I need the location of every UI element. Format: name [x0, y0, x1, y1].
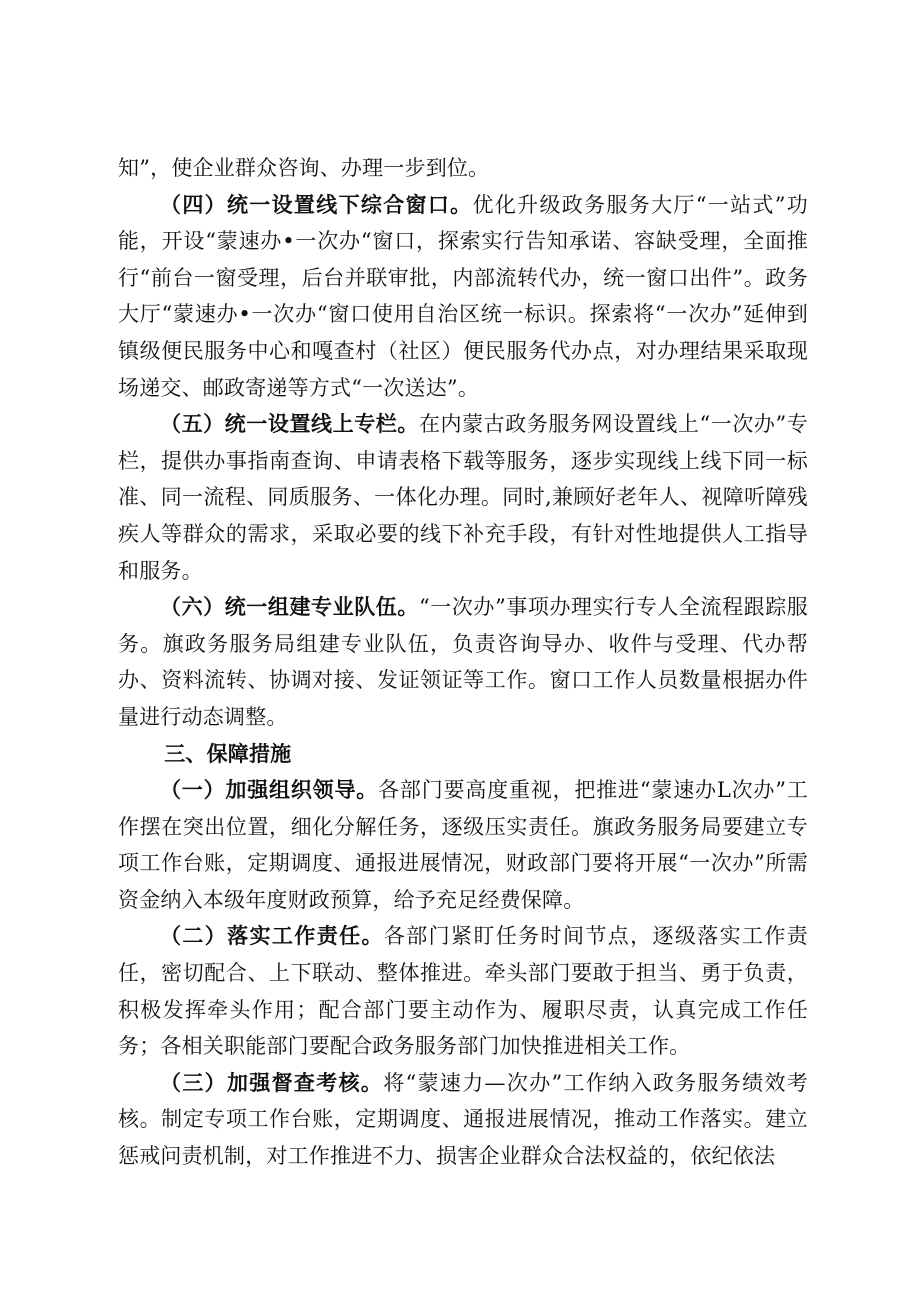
paragraph-body: 知”，使企业群众咨询、办理一步到位。: [118, 156, 490, 180]
paragraph-body: 将“蒙速力—次办”工作纳入政务服务绩效考核。制定专项工作台账，定期调度、通报进展情况，推动工作落实。建立惩戒问责机制，对工作推进不力、损害企业群众合法权益的，依纪依法: [118, 1070, 808, 1169]
section-heading: 三、保障措施: [164, 741, 292, 766]
paragraph-responsibility: [118, 918, 808, 1064]
paragraph-lead: （六）统一组建专业队伍。: [160, 595, 419, 620]
paragraph-lead: （二）落实工作责任。: [160, 924, 384, 949]
paragraph-lead: （四）统一设置线下综合窗口。: [160, 192, 473, 217]
paragraph-body: “一次办”事项办理实行专人全流程跟踪服务。旗政务服务局组建专业队伍，负责咨询导办、收件与受理、代办帮办、资料流转、协调对接、发证领证等工作。窗口工作人员数量根据办件量进行动态调整。: [118, 595, 808, 729]
paragraph-leadership: [118, 772, 808, 918]
paragraph-offline-window: [118, 187, 808, 407]
paragraph-lead: （三）加强督查考核。: [160, 1070, 384, 1095]
paragraph-professional-team: [118, 589, 808, 735]
paragraph-lead: （五）统一设置线上专栏。: [160, 412, 419, 437]
paragraph-lead: （一）加强组织领导。: [160, 778, 379, 803]
paragraph-continuation: [118, 150, 808, 187]
paragraph-body: 各部门紧盯任务时间节点，逐级落实工作责任，密切配合、上下联动、整体推进。牵头部门要敢于担当、勇于负责，积极发挥牵头作用；配合部门要主动作为、履职尽责，认真完成工作任务；各相关职能部门要配合政务服务部门加快推进相关工作。: [118, 924, 808, 1059]
paragraph-body: 各部门要高度重视，把推进“蒙速办L次办”工作摆在突出位置，细化分解任务，逐级压实责任。旗政务服务局要建立专项工作台账，定期调度、通报进展情况，财政部门要将开展“一次办”所需资金纳入本级年度财政预算，给予充足经费保障。: [118, 778, 808, 912]
document-page: [118, 150, 808, 1175]
paragraph-online-column: [118, 406, 808, 589]
paragraph-body: 在内蒙古政务服务网设置线上“一次办”专栏，提供办事指南查询、申请表格下载等服务，逐步实现线上线下同一标准、同一流程、同质服务、一体化办理。同时,兼顾好老年人、视障听障残疾人等群众的需求，采取必要的线下补充手段，有针对性地提供人工指导和服务。: [118, 412, 808, 583]
paragraph-body: 优化升级政务服务大厅“一站式”功能，开设“蒙速办•一次办“窗口，探索实行告知承诺、容缺受理，全面推行“前台一窗受理，后台并联审批，内部流转代办，统一窗口出件”。政务大厅“蒙速办•一次办“窗口使用自治区统一标识。探索将“一次办”延伸到镇级便民服务中心和嘎查村（社区）便民服务代办点，对办理结果采取现场递交、邮政寄递等方式“一次送达”。: [118, 192, 808, 400]
paragraph-supervision: [118, 1065, 808, 1175]
